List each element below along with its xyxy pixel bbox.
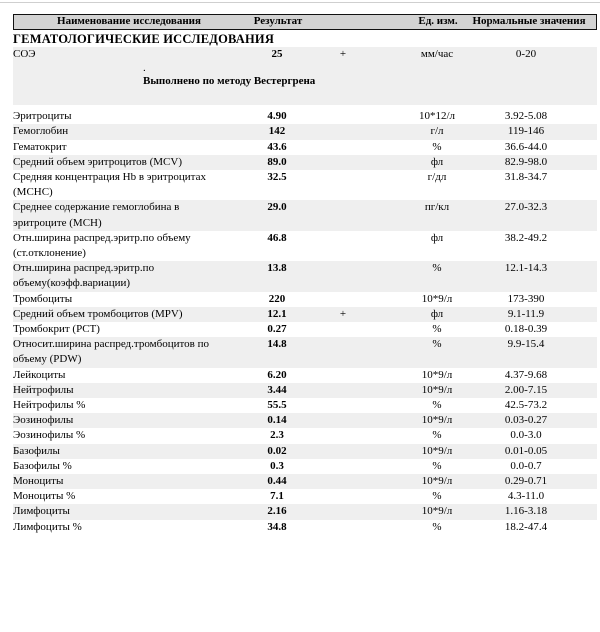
units: 10*9/л [421,368,453,381]
units: 10*9/л [421,444,453,457]
units: % [432,459,442,472]
section-title-hematology: ГЕМАТОЛОГИЧЕСКИЕ ИССЛЕДОВАНИЯ [13,32,275,46]
units: % [432,140,442,153]
normal-range: 3.92-5.08 [504,110,548,123]
abnormal-flag: + [339,48,347,60]
table-row [13,413,597,428]
normal-range: 0-20 [515,48,537,60]
result-value: 2.3 [270,429,284,442]
table-row [13,124,597,139]
units: % [432,338,442,351]
table-row [13,489,597,504]
normal-range: 12.1-14.3 [504,262,548,275]
units: пг/кл [424,201,450,214]
result-value: 2.16 [267,505,287,518]
test-name: Гематокрит [13,140,67,153]
table-row [13,140,597,155]
test-name: Относит.ширина распред.тромбоцитов по объему (PDW) [13,338,209,366]
normal-range: 0.03-0.27 [504,414,548,427]
units: % [432,262,442,275]
table-row [13,337,597,367]
table-row [13,47,597,62]
test-name: Эритроциты [13,110,72,123]
test-name: Гемоглобин [13,125,69,138]
units: 10*9/л [421,475,453,488]
normal-range: 27.0-32.3 [504,201,548,214]
table-row [13,459,597,474]
table-row [13,200,597,230]
test-name: Средний объем тромбоцитов (MPV) [13,307,183,320]
table-row [13,444,597,459]
test-name: Базофилы % [13,459,72,472]
soe-test-block [13,47,597,105]
result-value: 55.5 [267,399,287,412]
result-value: 0.27 [267,323,287,336]
normal-range: 9.1-11.9 [507,307,545,320]
test-name: Эозинофилы [13,414,74,427]
test-name: Средняя концентрация Hb в эритроцитах (MCHC) [13,171,206,199]
table-row [13,261,597,291]
units: г/дл [427,171,447,184]
result-value: 12.1 [267,307,287,320]
normal-range: 36.6-44.0 [504,140,548,153]
test-name: Нейтрофилы % [13,399,86,412]
test-name: Лейкоциты [13,368,66,381]
result-value: 7.1 [270,490,284,503]
table-row [13,383,597,398]
table-row [13,231,597,261]
normal-range: 2.00-7.15 [504,383,548,396]
table-row [13,155,597,170]
units: % [432,429,442,442]
table-row [13,474,597,489]
result-value: 6.20 [267,368,287,381]
test-name: Моноциты % [13,490,76,503]
column-header-normal-range: Нормальные значения [472,15,586,27]
normal-range: 0.0-3.0 [510,429,542,442]
units: 10*9/л [421,505,453,518]
result-value: 0.44 [267,475,287,488]
test-name: Моноциты [13,475,64,488]
test-name: Базофилы [13,444,60,457]
test-name: Отн.ширина распред.эритр.по объему(коэфф.вариации) [13,262,155,290]
test-name: Лимфоциты [13,505,70,518]
normal-range: 18.2-47.4 [504,520,548,533]
normal-range: 4.3-11.0 [507,490,545,503]
table-row [13,428,597,443]
test-name: Эозинофилы % [13,429,86,442]
normal-range: 4.37-9.68 [504,368,548,381]
result-value: 25 [271,48,283,60]
test-name: Тромбоциты [13,292,73,305]
units: 10*9/л [421,292,453,305]
units: фл [430,307,444,320]
table-header-row [13,14,597,30]
method-note-dot: . [143,62,146,75]
table-row [13,398,597,413]
result-value: 14.8 [267,338,287,351]
test-name: Лимфоциты % [13,520,82,533]
test-name: Нейтрофилы [13,383,74,396]
column-header-result: Результат [253,15,303,27]
table-row [13,109,597,124]
normal-range: 0.18-0.39 [504,323,548,336]
test-name: СОЭ [13,48,36,60]
units: % [432,490,442,503]
units: г/л [430,125,444,138]
units: фл [430,231,444,244]
normal-range: 0.01-0.05 [504,444,548,457]
column-header-test-name: Наименование исследования [57,15,201,27]
result-value: 0.3 [270,459,284,472]
normal-range: 9.9-15.4 [507,338,545,351]
table-row [13,368,597,383]
test-name: Отн.ширина распред.эритр.по объему (ст.отклонение) [13,231,191,260]
page-top-rule [0,2,600,3]
table-row [13,292,597,307]
test-rows-list [13,109,597,535]
test-name: Средний объем эритроцитов (MCV) [13,155,183,168]
units: 10*9/л [421,414,453,427]
result-value: 34.8 [267,520,287,533]
result-value: 29.0 [267,201,287,214]
table-row [13,504,597,519]
result-value: 0.02 [267,444,287,457]
table-row [13,307,597,322]
normal-range: 38.2-49.2 [504,231,548,244]
result-value: 220 [268,292,286,305]
test-name: Среднее содержание гемоглобина в эритроците (MCH) [13,201,180,229]
test-name: Тромбокрит (PCT) [13,323,100,336]
result-value: 13.8 [267,262,287,275]
units: % [432,323,442,336]
units: мм/час [420,48,454,60]
result-value: 89.0 [267,155,287,168]
normal-range: 1.16-3.18 [504,505,548,518]
abnormal-flag: + [339,307,347,320]
units: 10*9/л [421,383,453,396]
units: 10*12/л [418,110,456,123]
table-row [13,170,597,200]
result-value: 142 [268,125,286,138]
normal-range: 173-390 [507,292,545,305]
units: фл [430,155,444,168]
normal-range: 82.9-98.0 [504,155,548,168]
result-value: 46.8 [267,231,287,244]
normal-range: 0.29-0.71 [504,475,548,488]
method-note-text: Выполнено по методу Вестергрена [143,75,316,88]
normal-range: 31.8-34.7 [504,171,548,184]
normal-range: 42.5-73.2 [504,399,548,412]
lab-report-table [13,14,597,535]
table-row [13,520,597,535]
units: % [432,520,442,533]
result-value: 32.5 [267,171,287,184]
normal-range: 119-146 [507,125,545,138]
column-header-units: Ед. изм. [418,15,458,27]
units: % [432,399,442,412]
result-value: 3.44 [267,383,287,396]
result-value: 4.90 [267,110,287,123]
table-row [13,322,597,337]
result-value: 43.6 [267,140,287,153]
result-value: 0.14 [267,414,287,427]
normal-range: 0.0-0.7 [510,459,542,472]
